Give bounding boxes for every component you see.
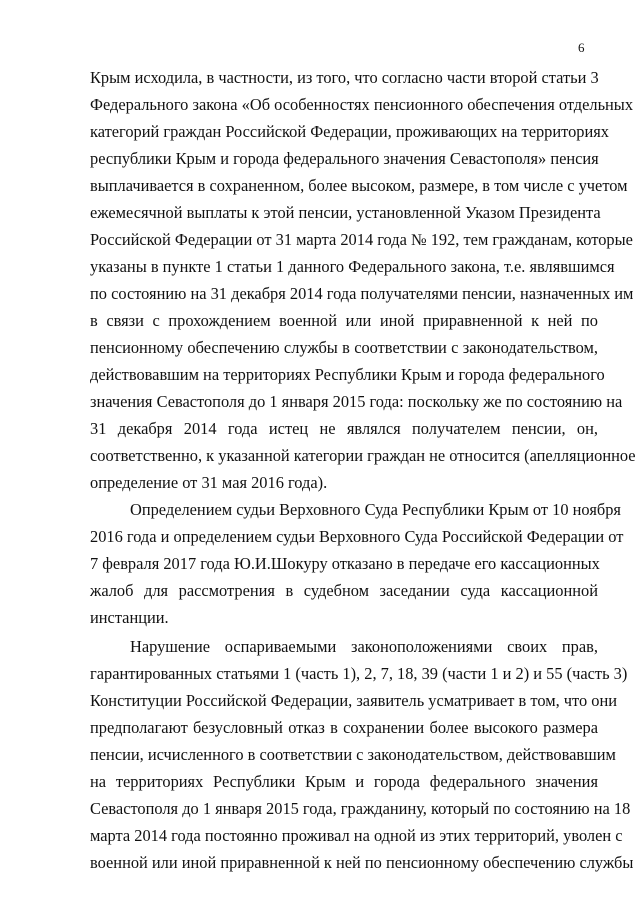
text-line: пенсии, исчисленного в соответствии с законодательством, действовавшим [90,745,616,764]
text-line: республики Крым и города федерального значения Севастополя» пенсия [90,149,599,168]
text-line: Российской Федерации от 31 марта 2014 года № 192, тем гражданам, которые [90,230,633,249]
text-line: Определением судьи Верховного Суда Республики Крым от 10 ноября [130,500,621,519]
text-line: действовавшим на территориях Республики Крым и города федерального [90,365,605,384]
text-line: марта 2014 года постоянно проживал на одной из этих территорий, уволен с [90,826,623,845]
text-line: значения Севастополя до 1 января 2015 года: поскольку же по состоянию на [90,392,623,411]
text-line: Крым исходила, в частности, из того, что согласно части второй статьи 3 [90,68,599,87]
text-line: 7 февраля 2017 года Ю.И.Шокуру отказано в передаче его кассационных [90,554,600,573]
text-line: указаны в пункте 1 статьи 1 данного Федерального закона, т.е. являвшимся [90,257,615,276]
text-line: определение от 31 мая 2016 года). [90,473,328,492]
text-line: по состоянию на 31 декабря 2014 года получателями пенсии, назначенных им [90,284,634,303]
text-line: 2016 года и определением судьи Верховного Суда Российской Федерации от [90,527,624,546]
text-line: Севастополя до 1 января 2015 года, гражданину, который по состоянию на 18 [90,799,631,818]
text-line: категорий граждан Российской Федерации, проживающих на территориях [90,122,609,141]
text-line: в связи с прохождением военной или иной приравненной к ней по [90,311,598,330]
text-line: соответственно, к указанной категории граждан не относится (апелляционное [90,446,636,465]
text-line: предполагают безусловный отказ в сохранении более высокого размера [90,718,598,737]
text-line: на территориях Республики Крым и города федерального значения [90,772,598,791]
text-line: ежемесячной выплаты к этой пенсии, установленной Указом Президента [90,203,601,222]
text-line: гарантированных статьями 1 (часть 1), 2, 7, 18, 39 (части 1 и 2) и 55 (часть 3) [90,664,628,683]
text-line: выплачивается в сохраненном, более высоком, размере, в том числе с учетом [90,176,628,195]
page-number: 6 [578,40,585,55]
text-line: Конституции Российской Федерации, заявитель усматривает в том, что они [90,691,618,710]
text-line: Федерального закона «Об особенностях пенсионного обеспечения отдельных [90,95,634,114]
text-line: инстанции. [90,608,169,627]
text-line: Нарушение оспариваемыми законоположениями своих прав, [130,637,598,656]
text-line: пенсионному обеспечению службы в соответствии с законодательством, [90,338,598,357]
text-line: военной или иной приравненной к ней по пенсионному обеспечению службы [90,853,634,872]
text-line: жалоб для рассмотрения в судебном заседании суда кассационной [90,581,598,600]
text-line: 31 декабря 2014 года истец не являлся получателем пенсии, он, [90,419,598,438]
